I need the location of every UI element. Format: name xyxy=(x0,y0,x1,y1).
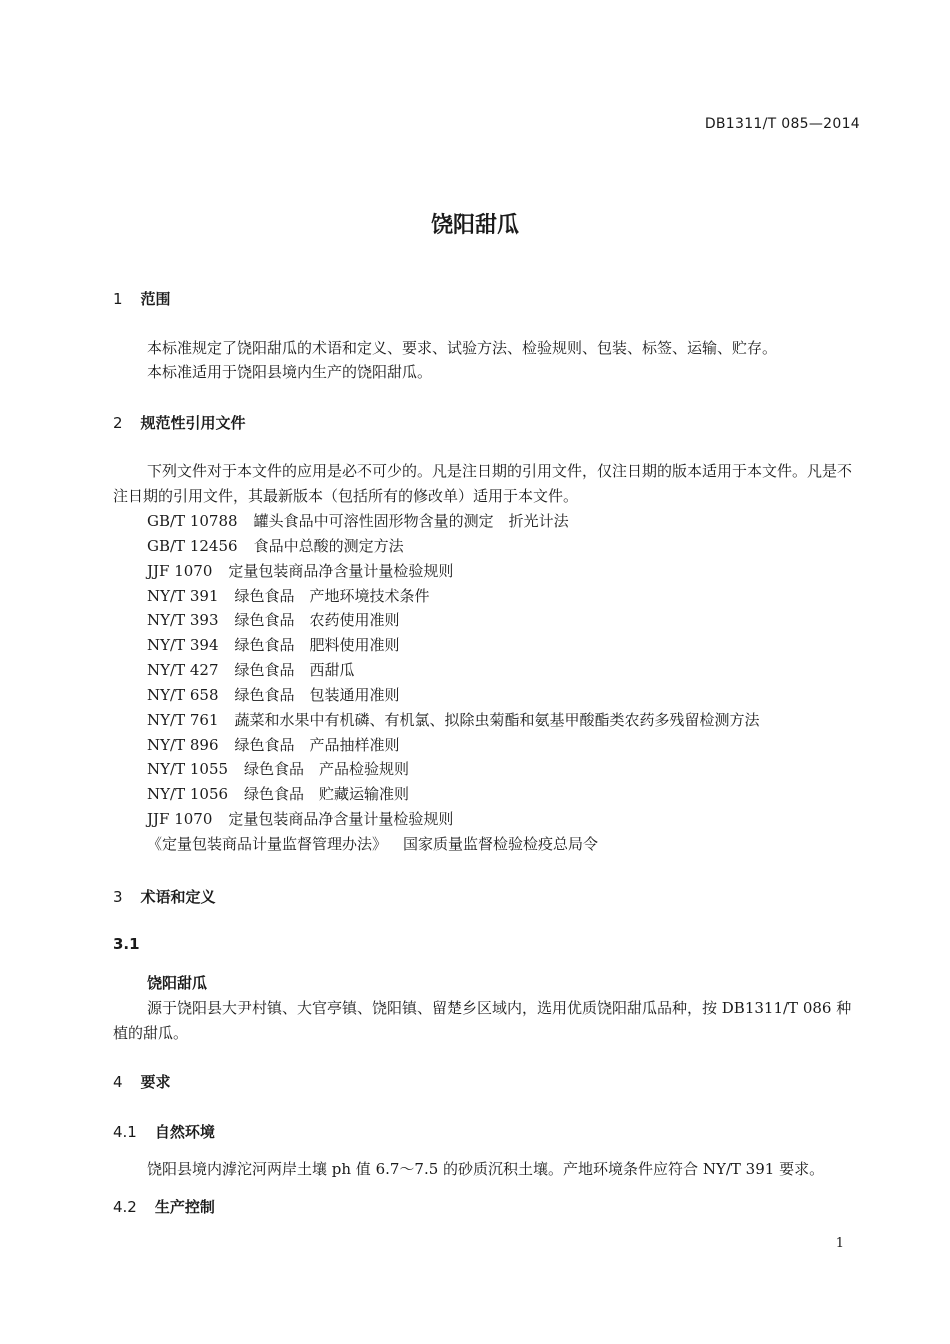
reference-title: 绿色食品 肥料使用准则 xyxy=(234,636,400,655)
reference-title: 国家质量监督检验检疫总局令 xyxy=(403,834,599,853)
reference-code: NY/T 1055 xyxy=(147,760,229,779)
reference-title: 绿色食品 农药使用准则 xyxy=(234,611,400,630)
reference-item xyxy=(147,559,760,584)
reference-code: NY/T 658 xyxy=(147,685,219,704)
references-intro-text: 下列文件对于本文件的应用是必不可少的。凡是注日期的引用文件，仅注日期的版本适用于本文件。凡是不注日期的引用文件，其最新版本（包括所有的修改单）适用于本文件。 xyxy=(113,462,853,505)
reference-code: GB/T 10788 xyxy=(147,512,238,530)
standard-code: DB1311/T 085—2014 xyxy=(704,116,860,132)
reference-item xyxy=(147,782,760,807)
section-heading-requirements xyxy=(113,1071,171,1092)
reference-item xyxy=(147,733,760,758)
section-title: 范围 xyxy=(140,290,171,308)
subsection-number: 4.2 xyxy=(113,1198,137,1216)
reference-list xyxy=(147,509,760,857)
section-number: 2 xyxy=(113,414,123,432)
reference-title: 定量包装商品净含量计量检验规则 xyxy=(228,810,454,829)
references-intro xyxy=(113,459,861,509)
reference-code: NY/T 393 xyxy=(147,611,219,630)
scope-paragraph-1: 本标准规定了饶阳甜瓜的术语和定义、要求、试验方法、检验规则、包装、标签、运输、贮存。 xyxy=(147,339,778,357)
reference-title: 蔬菜和水果中有机磷、有机氯、拟除虫菊酯和氨基甲酸酯类农药多残留检测方法 xyxy=(234,710,760,729)
subsection-heading-production-control xyxy=(113,1196,215,1217)
reference-code: JJF 1070 xyxy=(147,561,213,580)
reference-code: NY/T 394 xyxy=(147,636,219,655)
reference-title: 定量包装商品净含量计量检验规则 xyxy=(228,561,454,580)
reference-title: 绿色食品 贮藏运输准则 xyxy=(244,785,410,804)
section-title: 规范性引用文件 xyxy=(140,414,246,432)
term-definition-text: 源于饶阳县大尹村镇、大官亭镇、饶阳镇、留楚乡区域内，选用优质饶阳甜瓜品种，按 DB1311/T 086 种植的甜瓜。 xyxy=(113,999,852,1042)
reference-item xyxy=(147,633,760,658)
section-heading-normative-references xyxy=(113,412,246,433)
reference-title: 绿色食品 包装通用准则 xyxy=(234,685,400,704)
reference-title: 绿色食品 产品抽样准则 xyxy=(234,735,400,754)
reference-item xyxy=(147,534,760,559)
section-title: 术语和定义 xyxy=(140,888,216,906)
term-definition xyxy=(113,996,861,1046)
section-number: 4 xyxy=(113,1073,123,1091)
section-heading-terms xyxy=(113,886,216,907)
reference-code: NY/T 896 xyxy=(147,735,219,754)
document-title: 饶阳甜瓜 xyxy=(430,213,519,238)
natural-environment-paragraph: 饶阳县境内滹沱河两岸土壤 ph 值 6.7～7.5 的砂质沉积土壤。产地环境条件应符合 NY/T 391 要求。 xyxy=(147,1160,825,1178)
reference-code: NY/T 391 xyxy=(147,586,219,605)
reference-item xyxy=(147,807,760,832)
reference-code: GB/T 12456 xyxy=(147,536,238,555)
page-number: 1 xyxy=(835,1236,844,1251)
reference-item xyxy=(147,832,760,857)
subsection-number-3-1: 3.1 xyxy=(113,935,140,953)
section-heading-scope xyxy=(113,288,171,309)
subsection-title: 生产控制 xyxy=(154,1198,215,1216)
reference-code: 《定量包装商品计量监督管理办法》 xyxy=(147,834,388,853)
reference-code: NY/T 427 xyxy=(147,661,219,680)
reference-title: 绿色食品 西甜瓜 xyxy=(234,661,355,680)
reference-title: 罐头食品中可溶性固形物含量的测定 折光计法 xyxy=(253,512,569,530)
reference-item xyxy=(147,584,760,609)
reference-code: NY/T 1056 xyxy=(147,785,229,804)
reference-title: 绿色食品 产地环境技术条件 xyxy=(234,586,430,605)
subsection-heading-natural-environment xyxy=(113,1121,215,1142)
reference-code: NY/T 761 xyxy=(147,710,219,729)
reference-item xyxy=(147,708,760,733)
scope-paragraph-2: 本标准适用于饶阳县境内生产的饶阳甜瓜。 xyxy=(147,363,433,381)
section-title: 要求 xyxy=(140,1073,171,1091)
reference-item xyxy=(147,658,760,683)
reference-item xyxy=(147,509,760,534)
reference-item xyxy=(147,608,760,633)
reference-item xyxy=(147,683,760,708)
subsection-title: 自然环境 xyxy=(154,1123,215,1141)
reference-item xyxy=(147,757,760,782)
subsection-number: 4.1 xyxy=(113,1123,137,1141)
reference-code: JJF 1070 xyxy=(147,810,213,829)
section-number: 1 xyxy=(113,290,123,308)
section-number: 3 xyxy=(113,888,123,906)
term-name: 饶阳甜瓜 xyxy=(147,974,208,992)
reference-title: 绿色食品 产品检验规则 xyxy=(244,760,410,779)
reference-title: 食品中总酸的测定方法 xyxy=(253,536,404,555)
